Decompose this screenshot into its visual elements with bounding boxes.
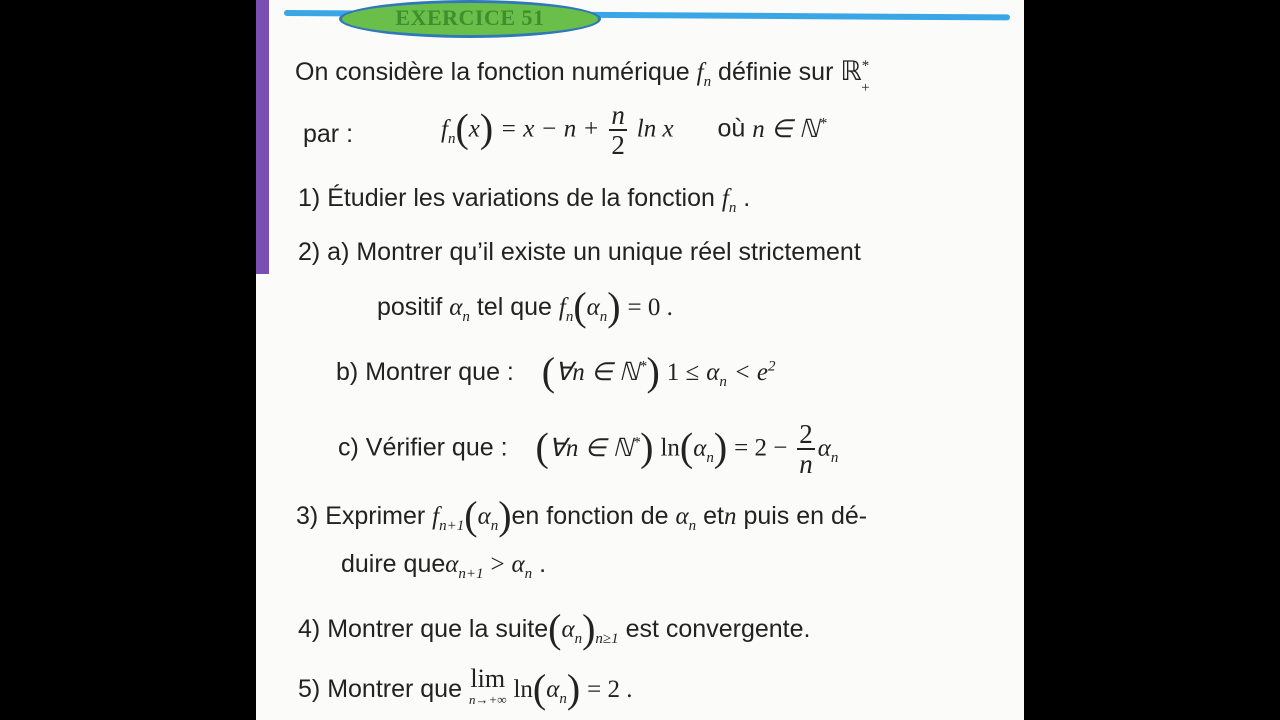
function-symbol: $f_n$ [696, 59, 712, 90]
function-definition: $f_n(x) = x - n$ + $\frac{n}{2}$ ln x où n ∈ ℕ* [441, 100, 827, 160]
intro-text: On considère la fonction numérique [295, 58, 690, 86]
question-3-line-2: duire $que\alpha_{n+1} > \alpha_n$ . [341, 550, 547, 582]
question-5: 5) Montrer que lim n→+∞ $\ln(\alpha_n) = 2$ . [298, 664, 633, 711]
domain-set: ℝ*$_+$ [840, 56, 870, 96]
intro-line-1 [295, 56, 870, 97]
question-2a-line-2: positif $\alpha_n$ tel que $f_n(\alpha_n) = 0$ . [377, 284, 673, 329]
limit-operator: lim n→+∞ [468, 664, 507, 707]
question-2c: c) Vérifier que : (∀n ∈ ℕ*) $\ln(\alpha_n) = 2$ − $\frac{2}{n}$ $\alpha_n$ [338, 419, 839, 479]
question-3: 3) Exprimer $f_{n+1}(\alpha_n)en$ fonction de $\alpha_n$ etn puis en dé- [296, 493, 868, 538]
question-4: 4) Montrer que la $suite(\alpha_n)_{n\ge 1}$ est convergente. [298, 606, 811, 651]
side-accent-bar [256, 0, 269, 274]
definition-fraction: $\frac{n}{2}$ [611, 100, 625, 160]
question-2b: b) Montrer que : (∀n ∈ ℕ*) $1 \le \alpha_n < e^2$ [336, 349, 776, 394]
question-1: 1) Étudier les variations de la fonction $f_n$ . [298, 184, 751, 216]
n-domain: n ∈ ℕ* [752, 115, 827, 143]
document-page [256, 0, 1024, 720]
question-2a: 2) a) Montrer qu’il existe un unique réel strictement [298, 238, 861, 266]
par-label: par : [303, 120, 354, 148]
fraction-2-over-n: $\frac{2}{n}$ [799, 419, 813, 479]
intro-text-2: définie sur [718, 58, 834, 86]
exercise-badge: EXERCICE 51 [339, 0, 601, 38]
